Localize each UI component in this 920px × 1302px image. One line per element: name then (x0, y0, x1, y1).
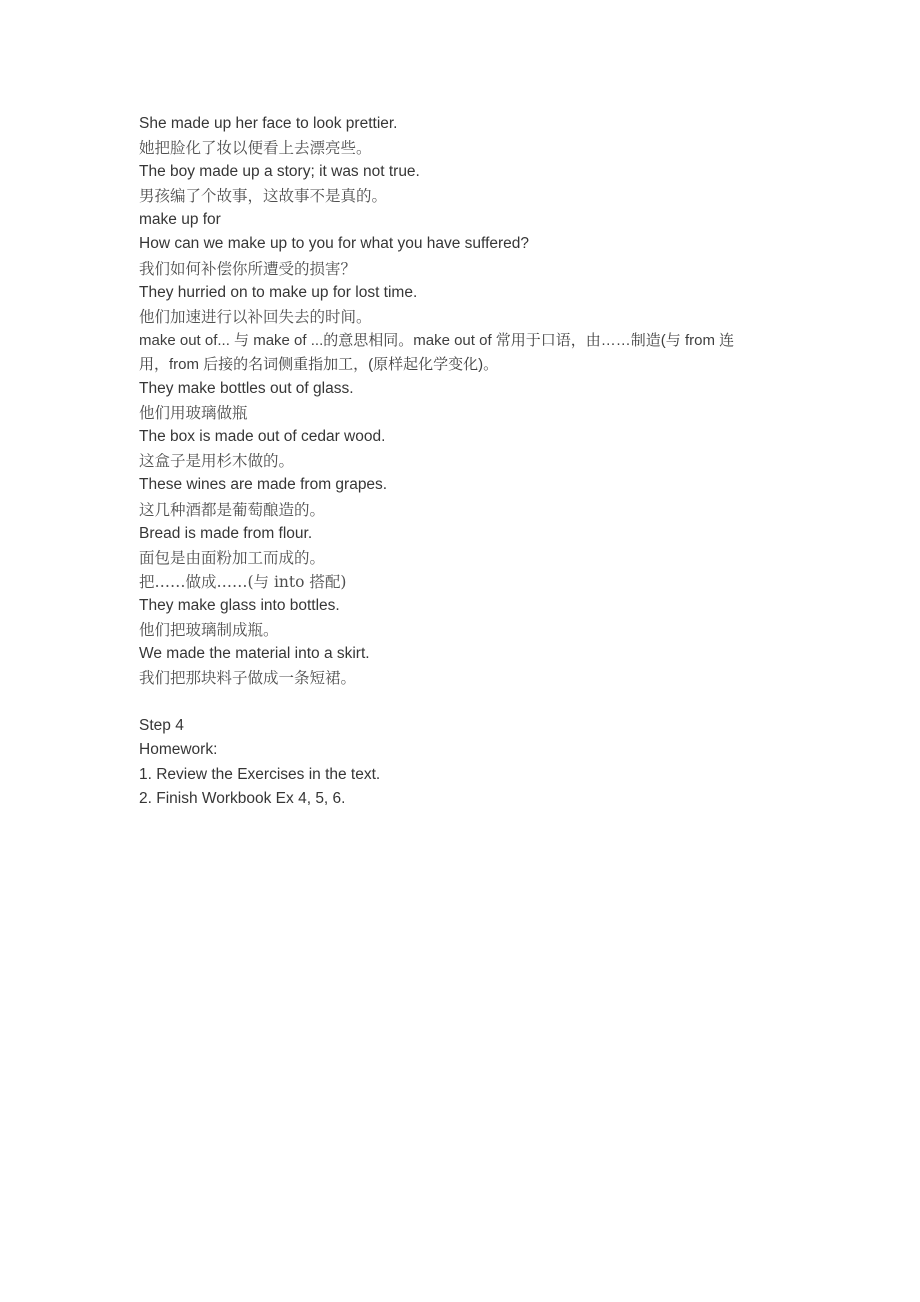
text-line-zh: 我们把那块料子做成一条短裙。 (139, 669, 357, 688)
text-line-zh: 面包是由面粉加工而成的。 (139, 548, 326, 567)
text-line-zh: 这几种酒都是葡萄酿造的。 (139, 500, 326, 519)
text-line-en: Step 4 (139, 717, 184, 735)
text-line-en: Bread is made from flour. (139, 524, 313, 542)
text-line-en: How can we make up to you for what you have suffered? (139, 235, 530, 253)
text-line-en: make up for (139, 211, 221, 229)
text-line-zh: 她把脸化了妆以便看上去漂亮些。 (139, 139, 372, 158)
text-line-en: They hurried on to make up for lost time. (139, 283, 418, 301)
text-line-zh: 他们加速进行以补回失去的时间。 (139, 307, 372, 326)
text-line-zh: 他们用玻璃做瓶 (139, 404, 248, 423)
text-line-zh: 我们如何补偿你所遭受的损害？ (139, 259, 357, 278)
text-line-zh: 这盒子是用杉木做的。 (139, 452, 295, 471)
text-line-en: We made the material into a skirt. (139, 645, 370, 663)
document-text-block (139, 112, 799, 811)
text-line-zh: 把……做成……(与 into 搭配) (139, 572, 347, 591)
text-line-mixed: 用，from 后接的名词侧重指加工，(原样起化学变化)。 (139, 355, 499, 373)
text-line-en: Homework: (139, 741, 218, 759)
text-line-en: The boy made up a story; it was not true. (139, 163, 420, 181)
text-line-zh: 男孩编了个故事，这故事不是真的。 (139, 187, 388, 206)
text-line-en: They make bottles out of glass. (139, 380, 354, 398)
text-line-en: They make glass into bottles. (139, 596, 340, 614)
text-line-en: She made up her face to look prettier. (139, 115, 398, 132)
text-line-en: The box is made out of cedar wood. (139, 428, 386, 446)
text-line-en: 2. Finish Workbook Ex 4, 5, 6. (139, 789, 346, 807)
text-line-en: 1. Review the Exercises in the text. (139, 765, 381, 783)
blank-line (139, 690, 799, 714)
text-line-en: These wines are made from grapes. (139, 476, 388, 494)
text-line-mixed: make out of... 与 make of ...的意思相同。make out of 常用于口语，由……制造(与 from 连 (139, 331, 735, 349)
text-line-zh: 他们把玻璃制成瓶。 (139, 620, 279, 639)
